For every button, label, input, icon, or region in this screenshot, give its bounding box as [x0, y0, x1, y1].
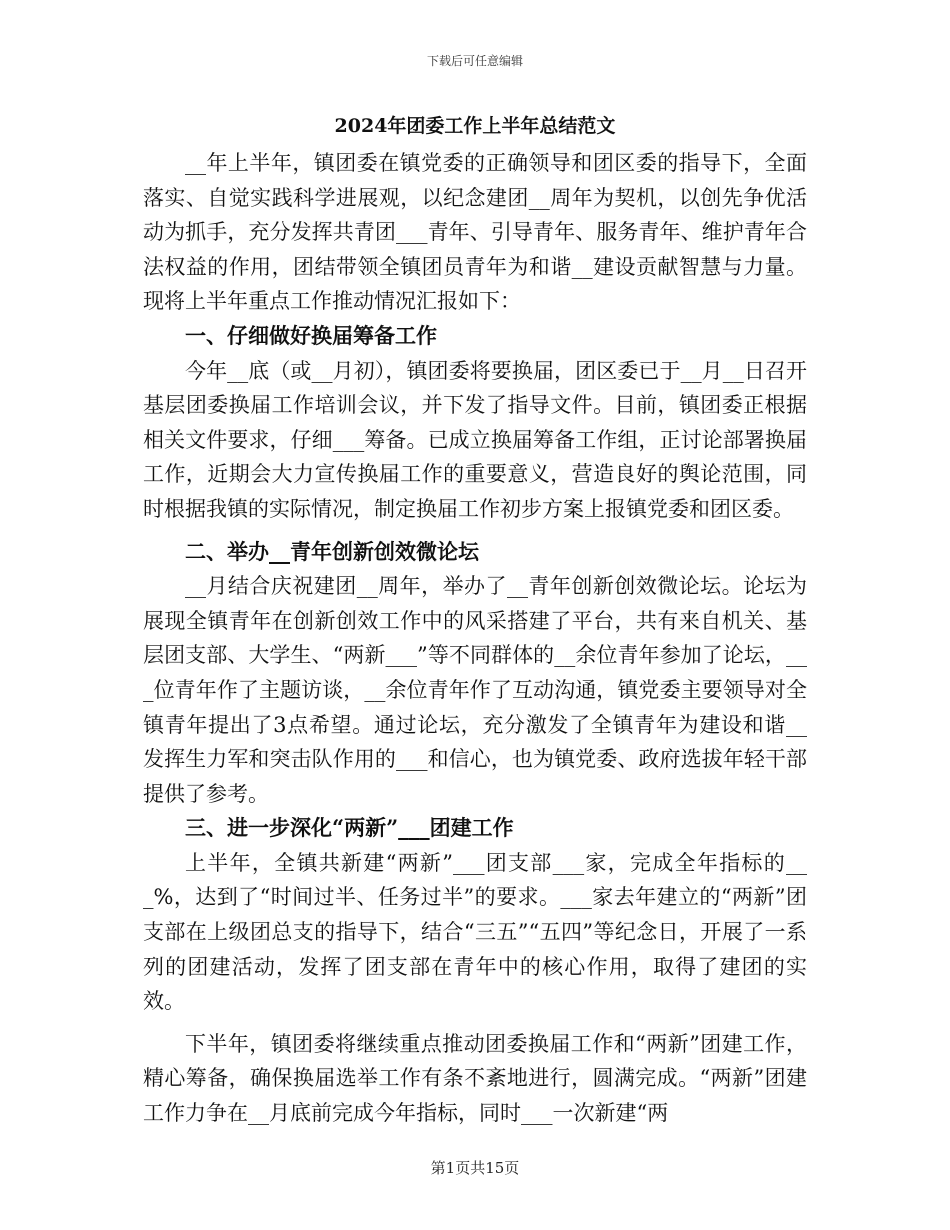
page-number: 第1页共15页: [430, 1159, 520, 1177]
section-2-heading: 二、举办__青年创新创效微论坛: [185, 538, 479, 564]
section-1-paragraph: 今年__底（或__月初），镇团委将要换届，团区委已于__月__日召开基层团委换届工作培训会议，并下发了指导文件。目前，镇团委正根据相关文件要求，仔细___筹备。已成立换届筹备工作组，正讨论部署换届工作，近期会大力宣传换届工作的重要意义，营造良好的舆论范围，同时根据我镇的实际情况，制定换届工作初步方案上报镇党委和团区委。: [143, 358, 807, 521]
document-body: [143, 110, 807, 1131]
section-1-heading: 一、仔细做好换届筹备工作: [185, 322, 437, 348]
section-3-paragraph: 上半年，全镇共新建“两新”___团支部___家，完成全年指标的___%，达到了“时间过半、任务过半”的要求。___家去年建立的“两新”团支部在上级团总支的指导下，结合“三五”“五四”等纪念日，开展了一系列的团建活动，发挥了团支部在青年中的核心作用，取得了建团的实效。: [143, 850, 807, 1014]
intro-paragraph: __年上半年，镇团委在镇党委的正确领导和团区委的指导下，全面落实、自觉实践科学进展观，以纪念建团__周年为契机，以创先争优活动为抓手，充分发挥共青团___青年、引导青年、服务青年、维护青年合法权益的作用，团结带领全镇团员青年为和谐__建设贡献智慧与力量。现将上半年重点工作推动情况汇报如下：: [143, 151, 807, 314]
section-3-heading: 三、进一步深化“两新”___团建工作: [185, 815, 514, 841]
section-2-paragraph: __月结合庆祝建团__周年，举办了__青年创新创效微论坛。论坛为展现全镇青年在创新创效工作中的风采搭建了平台，共有来自机关、基层团支部、大学生、“两新___”等不同群体的__余位青年参加了论坛，___位青年作了主题访谈，__余位青年作了互动沟通，镇党委主要领导对全镇青年提出了3点希望。通过论坛，充分激发了全镇青年为建设和谐__发挥生力军和突击队作用的___和信心，也为镇党委、政府选拔年轻干部提供了参考。: [143, 574, 807, 806]
closing-paragraph: 下半年，镇团委将继续重点推动团委换届工作和“两新”团建工作，精心筹备，确保换届选举工作有条不紊地进行，圆满完成。“两新”团建工作力争在__月底前完成今年指标，同时___一次新建“两: [143, 1031, 807, 1126]
page-header-note: 下载后可任意编辑: [426, 54, 523, 68]
document-title: 2024年团委工作上半年总结范文: [334, 115, 616, 137]
